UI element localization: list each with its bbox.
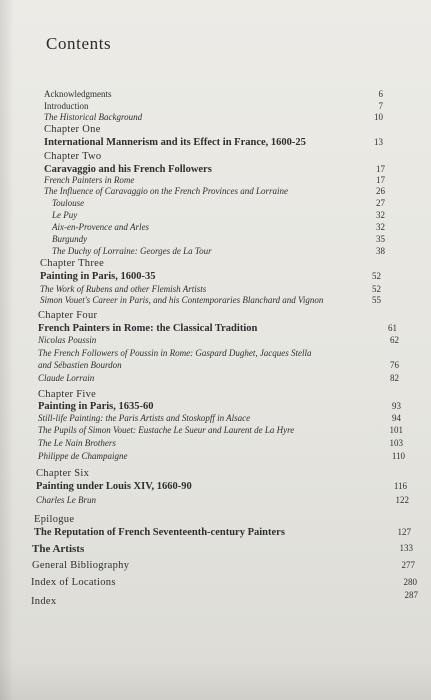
toc-entry: [0, 425, 431, 439]
toc-entry-page: 55: [372, 295, 381, 305]
toc-entry-title: French Painters in Rome: [44, 175, 135, 185]
toc-entry-page: 93: [392, 401, 401, 411]
toc-entry-title: Index: [31, 596, 57, 607]
toc-entry-page: 26: [376, 186, 385, 196]
toc-entry: [0, 495, 431, 509]
page-shadow: [0, 660, 431, 700]
toc-entry-page: 38: [376, 246, 385, 256]
toc-entry: [0, 373, 431, 387]
toc-entry-title: Aix-en-Provence and Arles: [52, 222, 149, 232]
toc-entry-title: Chapter Two: [44, 151, 102, 162]
toc-entry-title: Nicolas Poussin: [38, 335, 97, 345]
toc-entry: [0, 560, 431, 574]
toc-entry: [0, 481, 431, 495]
toc-entry-page: 61: [388, 323, 397, 333]
toc-entry-title: Acknowledgments: [44, 89, 112, 99]
toc-entry-title: International Mannerism and its Effect in France, 1600-25: [44, 137, 306, 148]
toc-entry: [0, 527, 431, 541]
toc-entry-title: Epilogue: [34, 514, 75, 525]
toc-entry-title: French Painters in Rome: the Classical Tradition: [38, 323, 258, 334]
toc-entry-title: The Work of Rubens and other Flemish Artists: [40, 284, 207, 294]
toc-chapter-label: [0, 124, 431, 138]
toc-entry-page: 62: [390, 335, 399, 345]
toc-entry-page: 13: [374, 137, 383, 147]
toc-entry: [0, 438, 431, 452]
toc-entry-title: Still-life Painting: the Paris Artists and Stoskopff in Alsace: [38, 413, 251, 423]
toc-entry: [0, 271, 431, 285]
toc-entry-page: 122: [395, 495, 409, 505]
toc-entry-page: 76: [390, 360, 399, 370]
toc-entry-title: General Bibliography: [32, 560, 130, 571]
toc-entry-page: 110: [391, 451, 405, 461]
toc-entry-page: 127: [397, 527, 411, 537]
toc-entry-page: 52: [372, 284, 381, 294]
toc-entry-page: 10: [374, 112, 383, 122]
toc-entry: [0, 451, 431, 465]
toc-entry-title: Caravaggio and his French Followers: [44, 164, 212, 175]
toc-entry-page: 6: [378, 89, 383, 99]
toc-entry-title: Philippe de Champaigne: [38, 451, 128, 461]
toc-entry-title: Burgundy: [52, 234, 88, 244]
toc-entry-title: The Historical Background: [44, 112, 143, 122]
toc-chapter-label: [0, 151, 431, 165]
toc-entry-page: 17: [376, 175, 385, 185]
toc-entry-title: Introduction: [44, 101, 89, 111]
toc-entry-title: Chapter Three: [40, 258, 105, 269]
toc-chapter-label: [0, 310, 431, 324]
toc-entry-title: Painting in Paris, 1635-60: [38, 401, 154, 412]
toc-entry-title: Chapter Five: [38, 389, 97, 400]
toc-entry: [0, 577, 431, 591]
toc-entry-title: Toulouse: [52, 198, 85, 208]
toc-entry-page: 52: [372, 271, 381, 281]
toc-entry-title: The Pupils of Simon Vouet: Eustache Le Sueur and Laurent de La Hyre: [38, 425, 295, 435]
toc-entry-page: 116: [393, 481, 407, 491]
toc-entry: [0, 137, 431, 151]
toc-chapter-label: [0, 468, 431, 482]
toc-entry: [0, 335, 431, 349]
toc-entry-page: 101: [389, 425, 403, 435]
toc-entry-page: 32: [376, 210, 385, 220]
toc-entry-title: The Influence of Caravaggio on the French Provinces and Lorraine: [44, 186, 289, 196]
toc-entry-page: 82: [390, 373, 399, 383]
toc-entry-page: 7: [378, 101, 383, 111]
toc-entry-title: and Sébastien Bourdon: [38, 360, 122, 370]
toc-chapter-label: [0, 258, 431, 272]
toc-chapter-label: [0, 514, 431, 528]
toc-entry-title: Chapter Four: [38, 310, 98, 321]
toc-entry-title: The Le Nain Brothers: [38, 438, 116, 448]
toc-entry: [0, 360, 431, 374]
toc-entry-page: 280: [403, 577, 417, 587]
toc-entry-title: The Duchy of Lorraine: Georges de La Tour: [52, 246, 212, 256]
toc-entry-page: 277: [401, 560, 415, 570]
toc-entry-title: Painting in Paris, 1600-35: [40, 271, 156, 282]
toc-entry-page: 103: [389, 438, 403, 448]
toc-entry-page: 287: [404, 590, 418, 600]
toc-entry-page: 133: [399, 543, 413, 553]
toc-entry-title: Painting under Louis XIV, 1660-90: [36, 481, 192, 492]
toc-entry-page: 27: [376, 198, 385, 208]
toc-entry-title: Chapter One: [44, 124, 101, 135]
toc-entry-page: 94: [392, 413, 401, 423]
toc-entry: [0, 590, 431, 610]
page-title: Contents: [46, 34, 112, 53]
toc-entry-title: The Reputation of French Seventeenth-century Painters: [34, 527, 285, 538]
toc-entry-title: The Artists: [32, 543, 85, 555]
toc-entry-title: Simon Vouet's Career in Paris, and his Contemporaries Blanchard and Vignon: [40, 295, 324, 305]
toc-entry-title: The French Followers of Poussin in Rome: Gaspard Dughet, Jacques Stella: [38, 348, 312, 358]
toc-entry-title: Charles Le Brun: [36, 495, 97, 505]
toc-entry-page: 17: [376, 164, 385, 174]
toc-entry-page: 32: [376, 222, 385, 232]
toc-entry-title: Chapter Six: [36, 468, 90, 479]
toc-entry-page: 35: [376, 234, 385, 244]
toc-entry-title: Claude Lorrain: [38, 373, 95, 383]
toc-entry-title: Le Puy: [52, 210, 78, 220]
toc-entry: [0, 543, 431, 557]
toc-entry: [0, 295, 431, 309]
toc-entry-title: Index of Locations: [31, 577, 116, 588]
